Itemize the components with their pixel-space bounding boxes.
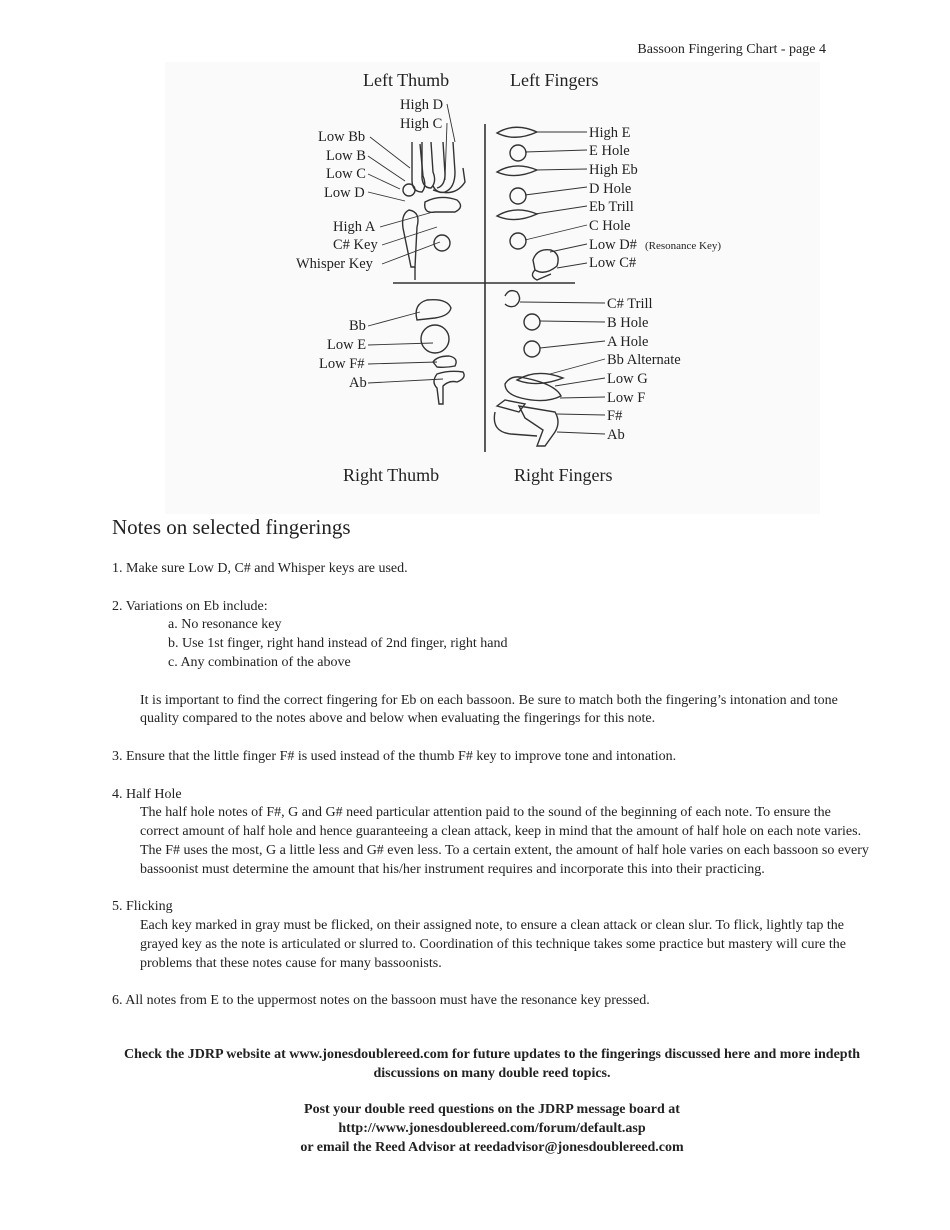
note-subitem: b. Use 1st finger, right hand instead of 2nd finger, right hand	[168, 636, 508, 652]
right-fingers-title: Right Fingers	[514, 465, 613, 485]
key-label: Ab	[607, 427, 625, 443]
resonance-key-note: (Resonance Key)	[645, 240, 722, 252]
key-label: C# Key	[333, 237, 378, 253]
key-label: Eb Trill	[589, 199, 634, 215]
key-label: High D	[400, 97, 444, 113]
key-label: Low C#	[589, 255, 637, 271]
footer-website-note	[112, 1045, 872, 1083]
key-label: High Eb	[589, 162, 638, 178]
key-label: C Hole	[589, 218, 631, 234]
key-label: Bb	[349, 318, 366, 334]
right-thumb-title: Right Thumb	[343, 465, 440, 485]
key-label: C# Trill	[607, 296, 653, 312]
note-2	[112, 598, 872, 673]
note-heading: 2. Variations on Eb include:	[112, 598, 268, 614]
forum-link[interactable]: http://www.jonesdoublereed.com/forum/default.asp	[338, 1121, 646, 1136]
note-6	[112, 992, 872, 1011]
key-label: High A	[333, 219, 376, 235]
key-label: Low B	[326, 148, 366, 164]
note-subitem: c. Any combination of the above	[168, 654, 351, 670]
key-label: Ab	[349, 375, 367, 391]
note-heading: 4. Half Hole	[112, 786, 182, 802]
note-1	[112, 560, 872, 579]
note-2-paragraph	[112, 692, 872, 730]
note-subitem: a. No resonance key	[168, 617, 282, 633]
note-text: 6. All notes from E to the uppermost notes on the bassoon must have the resonance key pressed.	[112, 993, 650, 1009]
footer-line: Post your double reed questions on the JDRP message board at	[304, 1102, 680, 1117]
key-label: High E	[589, 125, 631, 141]
note-3	[112, 748, 872, 767]
key-label: Low G	[607, 371, 648, 387]
key-label: Low F	[607, 390, 646, 406]
footer-line: Check the JDRP website at www.jonesdoublereed.com for future updates to the fingerings discussed here and more indepth discussions on many double reed topics.	[123, 1047, 861, 1081]
key-label: E Hole	[589, 143, 630, 159]
key-label: Low Bb	[318, 129, 366, 145]
key-label: B Hole	[607, 315, 649, 331]
note-text: 3. Ensure that the little finger F# is used instead of the thumb F# key to improve tone and intonation.	[112, 748, 677, 764]
note-heading: 5. Flicking	[112, 899, 173, 915]
left-thumb-title: Left Thumb	[363, 70, 450, 90]
key-label: Low D#	[589, 237, 637, 253]
note-text: 1. Make sure Low D, C# and Whisper keys are used.	[112, 561, 408, 576]
key-label: D Hole	[589, 181, 632, 197]
page-header: Bassoon Fingering Chart - page 4	[637, 42, 826, 57]
fingering-diagram	[165, 62, 820, 514]
footer-contact	[112, 1100, 872, 1157]
key-label: High C	[400, 116, 443, 132]
key-label: Bb Alternate	[607, 352, 681, 368]
note-4	[112, 786, 872, 880]
key-label: Whisper Key	[296, 256, 373, 272]
notes-list	[112, 560, 872, 1030]
key-label: A Hole	[607, 334, 649, 350]
note-text: Each key marked in gray must be flicked, on their assigned note, to ensure a clean attack or clean slur. To flick, lightly tap the grayed key as the note is articulated or slurred to. Coordination of this technique takes some practice but mastery will cure the problems that these notes cause for many bassoonists.	[140, 918, 847, 971]
key-label: F#	[607, 408, 623, 424]
note-text: The half hole notes of F#, G and G# need particular attention paid to the sound of the beginning of each note. To ensure the correct amount of half hole and hence guaranteeing a clean attack, keep in mind that the amount of half hole on each note varies. The F# uses the most, G a little less and G# even less. To a certain extent, the amount of half hole varies on each bassoon so every bassoonist must determine the amount that his/her instrument requires and incorporate this into their practicing.	[140, 805, 869, 877]
key-label: Low E	[327, 337, 367, 353]
note-text: It is important to find the correct fingering for Eb on each bassoon. Be sure to match both the fingering’s intonation and tone quality compared to the notes above and below when evaluating the fingerings for this note.	[140, 692, 838, 727]
footer-line: or email the Reed Advisor at reedadvisor@jonesdoublereed.com	[300, 1140, 684, 1155]
key-label: Low C	[326, 166, 366, 182]
section-title: Notes on selected fingerings	[112, 515, 351, 539]
key-label: Low D	[324, 185, 365, 201]
left-fingers-title: Left Fingers	[510, 70, 599, 90]
key-label: Low F#	[319, 356, 365, 372]
note-5	[112, 898, 872, 973]
